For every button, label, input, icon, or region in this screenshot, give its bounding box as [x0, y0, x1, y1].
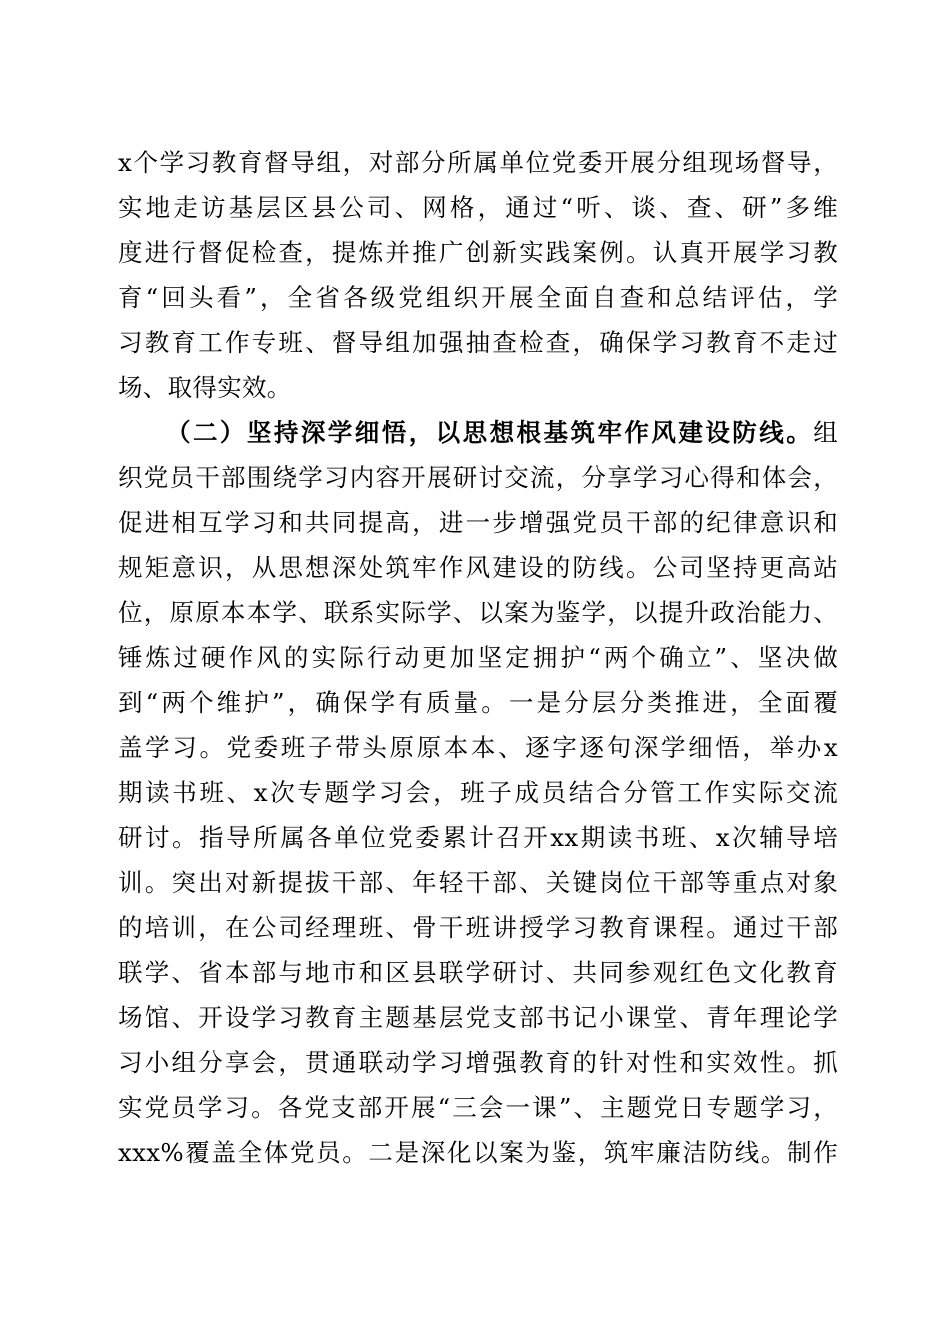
paragraph2-line-15: 实党员学习。各党支部开展“三会一课”、主题党日专题学习，: [118, 1093, 838, 1122]
section-heading: （二）坚持深学细悟，以思想根基筑牢作风建设防线。: [166, 418, 814, 447]
paragraph1-line-2: 实地走访基层区县公司、网格，通过“听、谈、查、研”多维: [118, 193, 838, 222]
paragraph2-line-2: 促进相互学习和共同提高，进一步增强党员干部的纪律意识和: [118, 508, 838, 537]
paragraph1-line-1: x个学习教育督导组，对部分所属单位党委开展分组现场督导，: [118, 148, 838, 177]
paragraph2-line-11: 的培训，在公司经理班、骨干班讲授学习教育课程。通过干部: [118, 913, 838, 942]
paragraph2-heading-line: [166, 418, 838, 450]
paragraph2-line-10: 训。突出对新提拔干部、年轻干部、关键岗位干部等重点对象: [118, 868, 838, 897]
heading-line-continuation: 组: [813, 418, 838, 447]
paragraph1-line-6: 场、取得实效。: [118, 373, 292, 402]
paragraph2-line-6: 到“两个维护”，确保学有质量。一是分层分类推进，全面覆: [118, 688, 838, 717]
paragraph1-line-3: 度进行督促检查，提炼并推广创新实践案例。认真开展学习教: [118, 238, 838, 267]
paragraph2-line-5: 锤炼过硬作风的实际行动更加坚定拥护“两个确立”、坚决做: [118, 643, 838, 672]
paragraph2-line-7: 盖学习。党委班子带头原原本本、逐字逐句深学细悟，举办x: [118, 733, 838, 762]
paragraph1-line-5: 习教育工作专班、督导组加强抽查检查，确保学习教育不走过: [118, 328, 838, 357]
paragraph2-line-8: 期读书班、x次专题学习会，班子成员结合分管工作实际交流: [118, 778, 838, 807]
paragraph2-line-16: xxx%覆盖全体党员。二是深化以案为鉴，筑牢廉洁防线。制作: [118, 1138, 838, 1167]
paragraph2-line-3: 规矩意识，从思想深处筑牢作风建设的防线。公司坚持更高站: [118, 553, 838, 582]
paragraph1-line-4: 育“回头看”，全省各级党组织开展全面自查和总结评估，学: [118, 283, 838, 312]
paragraph2-line-9: 研讨。指导所属各单位党委累计召开xx期读书班、x次辅导培: [118, 823, 838, 852]
paragraph2-line-4: 位，原原本本学、联系实际学、以案为鉴学，以提升政治能力、: [118, 598, 838, 627]
paragraph2-line-13: 场馆、开设学习教育主题基层党支部书记小课堂、青年理论学: [118, 1003, 838, 1032]
paragraph2-line-12: 联学、省本部与地市和区县联学研讨、共同参观红色文化教育: [118, 958, 838, 987]
paragraph2-line-1: 织党员干部围绕学习内容开展研讨交流，分享学习心得和体会，: [118, 463, 838, 492]
paragraph2-line-14: 习小组分享会，贯通联动学习增强教育的针对性和实效性。抓: [118, 1048, 838, 1077]
